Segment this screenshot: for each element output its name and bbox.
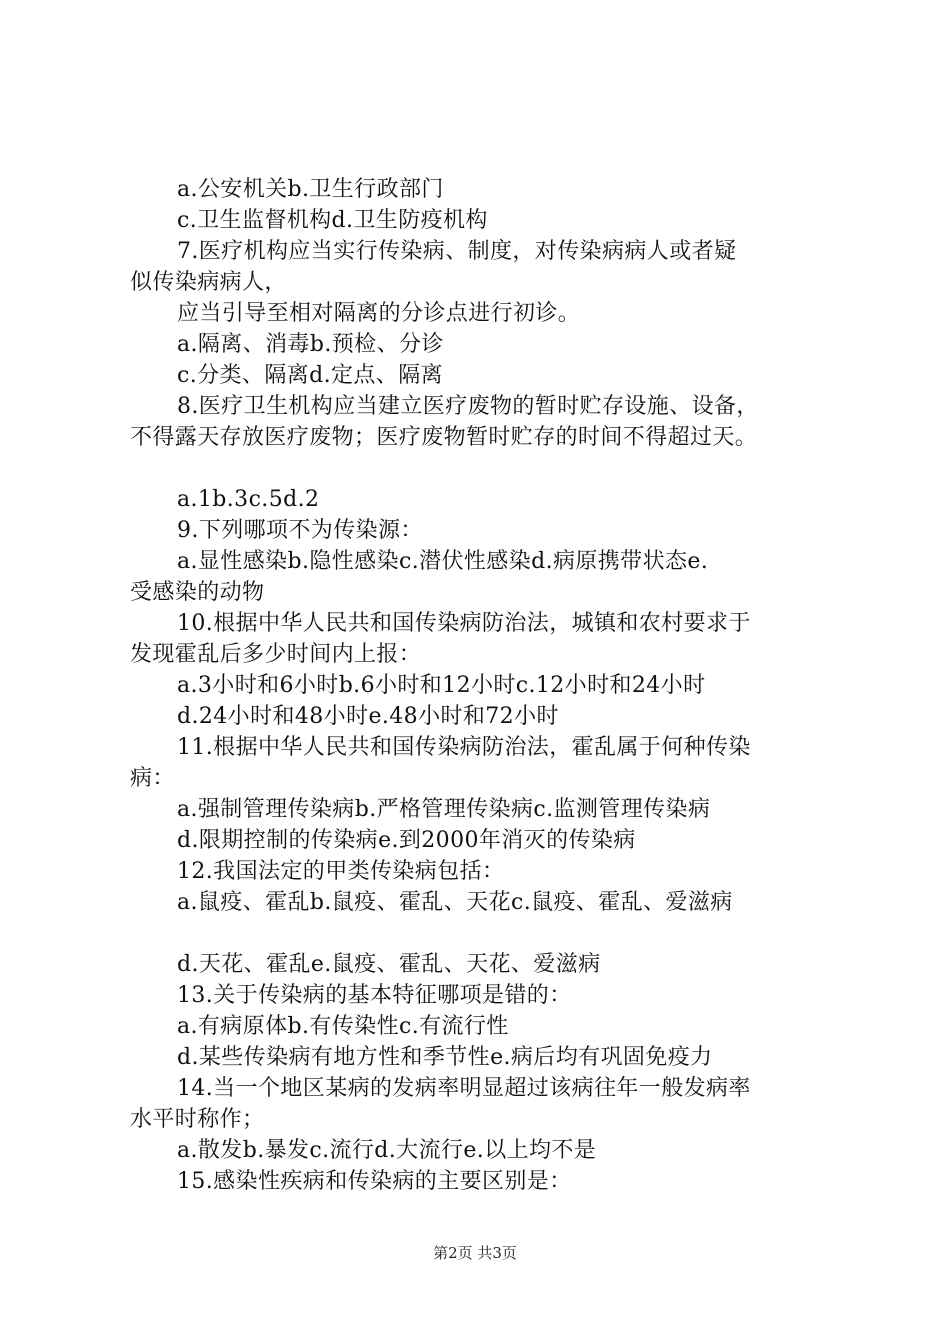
text-line: d.天花、霍乱e.鼠疫、霍乱、天花、爱滋病: [177, 952, 601, 977]
question-15: 15.感染性疾病和传染病的主要区别是：: [177, 1169, 572, 1194]
text-line: a.散发b.暴发c.流行d.大流行e.以上均不是: [177, 1138, 597, 1163]
text-line: a.公安机关b.卫生行政部门: [177, 177, 444, 202]
text-line: a.3小时和6小时b.6小时和12小时c.12小时和24小时: [177, 673, 706, 698]
question-10: 10.根据中华人民共和国传染病防治法，城镇和农村要求于: [177, 611, 751, 636]
text-line: d.限期控制的传染病e.到2000年消灭的传染病: [177, 828, 636, 853]
text-line: a.鼠疫、霍乱b.鼠疫、霍乱、天花c.鼠疫、霍乱、爱滋病: [177, 890, 733, 915]
text-line: c.卫生监督机构d.卫生防疫机构: [177, 208, 488, 233]
question-14: 14.当一个地区某病的发病率明显超过该病往年一般发病率: [177, 1076, 751, 1101]
text-line: a.1b.3c.5d.2: [177, 487, 320, 512]
document-body: [130, 174, 840, 1197]
text-line: 似传染病病人，: [130, 270, 287, 295]
text-line: 受感染的动物: [130, 580, 265, 605]
question-9: 9.下列哪项不为传染源：: [177, 518, 423, 543]
text-line: a.隔离、消毒b.预检、分诊: [177, 332, 444, 357]
question-13: 13.关于传染病的基本特征哪项是错的：: [177, 983, 572, 1008]
text-line: d.24小时和48小时e.48小时和72小时: [177, 704, 559, 729]
question-11: 11.根据中华人民共和国传染病防治法，霍乱属于何种传染: [177, 735, 751, 760]
blank-line: [130, 453, 840, 484]
text-line: c.分类、隔离d.定点、隔离: [177, 363, 443, 388]
text-line: 水平时称作；: [130, 1107, 265, 1132]
text-line: d.某些传染病有地方性和季节性e.病后均有巩固免疫力: [177, 1045, 713, 1070]
question-12: 12.我国法定的甲类传染病包括：: [177, 859, 505, 884]
text-line: 不得露天存放医疗废物；医疗废物暂时贮存的时间不得超过天。: [130, 425, 758, 450]
text-line: a.强制管理传染病b.严格管理传染病c.监测管理传染病: [177, 797, 711, 822]
page-footer: 第2页 共3页: [433, 1244, 517, 1262]
blank-line: [130, 918, 840, 949]
text-line: a.显性感染b.隐性感染c.潜伏性感染d.病原携带状态e.: [177, 549, 709, 574]
text-line: 发现霍乱后多少时间内上报：: [130, 642, 422, 667]
text-line: a.有病原体b.有传染性c.有流行性: [177, 1014, 509, 1039]
question-8: 8.医疗卫生机构应当建立医疗废物的暂时贮存设施、设备，: [177, 394, 759, 419]
text-line: 病：: [130, 766, 175, 791]
text-line: 应当引导至相对隔离的分诊点进行初诊。: [177, 301, 581, 326]
question-7: 7.医疗机构应当实行传染病、制度，对传染病病人或者疑: [177, 239, 737, 264]
